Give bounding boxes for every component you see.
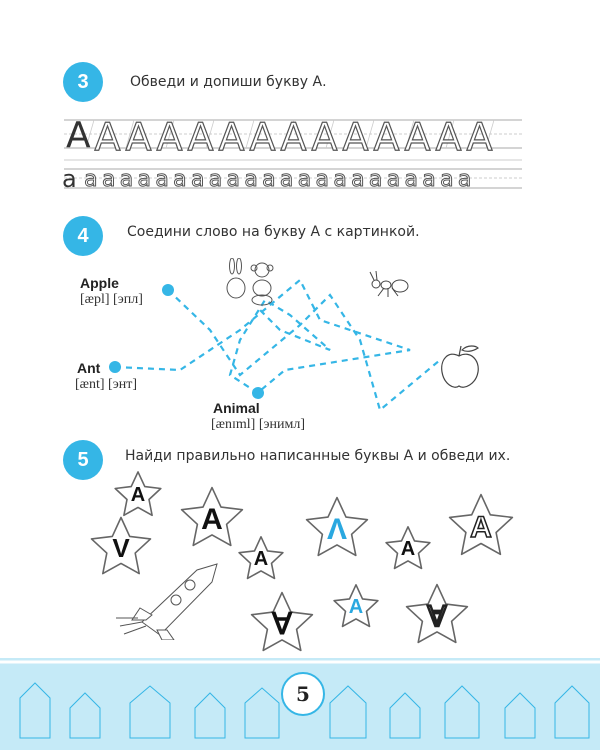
matching-paths [0, 240, 600, 440]
capital-a-trace-letter[interactable]: A [404, 115, 431, 159]
star-letter: ∀ [427, 601, 447, 633]
word-apple: Apple [80, 275, 119, 291]
lower-a-trace-letter[interactable]: a [297, 167, 312, 192]
dot-apple[interactable] [162, 284, 174, 296]
lower-a-trace-letter[interactable]: a [84, 167, 98, 192]
letter-star[interactable] [405, 582, 469, 646]
capital-a-trace-letter[interactable]: A [125, 115, 152, 159]
apple-picture-icon [438, 342, 482, 392]
task-number-badge: 4 [63, 216, 103, 256]
capital-a-trace-letter[interactable]: A [342, 115, 369, 159]
capital-a-trace-letter[interactable]: A [218, 115, 245, 159]
letter-star[interactable] [180, 485, 244, 549]
star-letter: ∀ [271, 608, 293, 642]
capital-a-trace-letter[interactable]: A [373, 115, 400, 159]
star-letter: Λ [326, 512, 347, 546]
lower-a-trace-letter[interactable]: a [208, 167, 223, 192]
lower-a-trace-row[interactable] [82, 166, 474, 194]
capital-a-model: A [66, 115, 91, 156]
capital-a-trace-letter[interactable]: A [156, 115, 183, 159]
lower-a-trace-letter[interactable]: a [226, 167, 241, 192]
lower-a-trace-letter[interactable]: a [333, 167, 347, 192]
star-letter: A [400, 538, 416, 561]
ant-picture-icon [368, 270, 418, 300]
animals-picture-icon [220, 258, 280, 308]
lower-a-trace-letter[interactable]: a [368, 167, 383, 192]
letter-star[interactable] [305, 495, 369, 559]
capital-a-trace-letter[interactable]: A [311, 115, 338, 159]
letter-star[interactable] [448, 492, 514, 558]
page-number: 5 [281, 672, 325, 716]
lower-a-trace-letter[interactable]: a [457, 167, 472, 192]
transcription-apple: [æpl] [эпл] [80, 292, 143, 307]
lower-a-trace-letter[interactable]: a [155, 167, 169, 192]
task-instruction: Найди правильно написанные буквы А и обведи их. [125, 448, 511, 464]
star-letter: A [130, 484, 146, 507]
lower-a-trace-letter[interactable]: a [190, 167, 205, 192]
transcription-animal: [ænɪml] [энимл] [211, 417, 305, 432]
transcription-ant: [ænt] [энт] [75, 377, 137, 392]
word-animal: Animal [213, 400, 260, 416]
capital-a-trace-letter[interactable]: A [466, 115, 493, 159]
lower-a-trace-letter[interactable]: a [119, 167, 134, 192]
letter-star[interactable] [333, 583, 379, 629]
task-instruction: Соедини слово на букву А с картинкой. [127, 224, 420, 240]
letter-star[interactable] [250, 590, 314, 654]
star-letter: A [253, 548, 269, 571]
task-instruction: Обведи и допиши букву А. [130, 74, 327, 90]
capital-a-trace-letter[interactable]: A [280, 115, 307, 159]
lower-a-trace-letter[interactable]: a [386, 167, 401, 192]
lower-a-trace-letter[interactable]: a [101, 167, 116, 192]
rocket-picture-icon [112, 560, 222, 640]
dot-animal[interactable] [252, 387, 264, 399]
capital-a-trace-letter[interactable]: A [187, 115, 214, 159]
star-letter: A [470, 510, 492, 544]
word-ant: Ant [77, 360, 101, 376]
dot-ant[interactable] [109, 361, 121, 373]
lower-a-trace-letter[interactable]: a [404, 167, 418, 192]
lower-a-trace-letter[interactable]: a [440, 167, 454, 192]
letter-star[interactable] [114, 470, 162, 518]
letter-star[interactable] [238, 535, 284, 581]
lower-a-trace-letter[interactable]: a [244, 167, 258, 192]
capital-a-trace-letter[interactable]: A [435, 115, 462, 159]
lower-a-trace-letter[interactable]: a [315, 167, 329, 192]
capital-a-trace-letter[interactable]: A [249, 115, 276, 159]
lower-a-model: a [62, 165, 77, 193]
letter-star[interactable] [385, 525, 431, 571]
lower-a-trace-letter[interactable]: a [262, 167, 276, 192]
lower-a-trace-letter[interactable]: a [137, 167, 152, 192]
capital-a-trace-row[interactable] [92, 115, 495, 159]
capital-a-trace-letter[interactable]: A [94, 115, 121, 159]
star-letter: V [112, 532, 130, 563]
star-letter: A [201, 502, 223, 536]
star-letter: A [348, 596, 364, 619]
lower-a-trace-letter[interactable]: a [173, 167, 187, 192]
task-number-badge: 5 [63, 440, 103, 480]
task-number-badge: 3 [63, 62, 103, 102]
lower-a-trace-letter[interactable]: a [351, 167, 365, 192]
lower-a-trace-letter[interactable]: a [422, 167, 436, 192]
lower-a-trace-letter[interactable]: a [279, 167, 294, 192]
